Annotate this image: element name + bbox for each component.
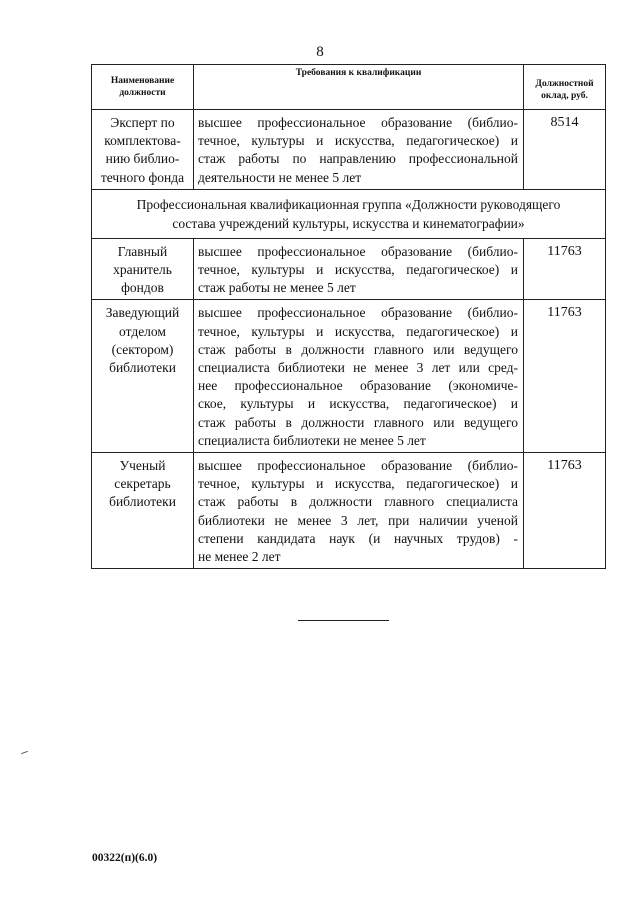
group-row (92, 189, 606, 238)
position-name-line: хранитель (113, 262, 172, 278)
requirement-line: течное, культуры и искусства, педагогическое) и (198, 133, 518, 149)
position-name-line: библиотеки (109, 494, 176, 510)
position-name (92, 300, 194, 453)
requirement-line: высшее профессиональное образование (библио- (198, 115, 518, 130)
position-row (92, 110, 606, 190)
requirement-line: стаж работы в должности главного или ведущего (198, 341, 518, 357)
position-name-line: фондов (121, 280, 164, 296)
separator-line (298, 620, 389, 621)
position-name-line: Главный (117, 243, 168, 259)
requirement-line: стаж работы в должности главного специалиста (198, 494, 518, 510)
requirement-line: течное, культуры и искусства, педагогическое) и (198, 323, 518, 339)
position-name-line: Эксперт по (110, 115, 175, 130)
requirement-line: библиотеки не менее 3 лет, при наличии ученой (198, 512, 518, 528)
requirement-line: высшее профессиональное образование (библио- (198, 243, 518, 259)
salary-value: 11763 (524, 453, 606, 569)
table-body (92, 110, 606, 569)
group-title-line: Профессиональная квалификационная группа «Должности руководящего (136, 196, 561, 212)
position-name (92, 453, 194, 569)
salary-value: 11763 (524, 238, 606, 300)
header-requirements: Требования к квалификации (194, 65, 524, 110)
position-name-line: секретарь (114, 476, 171, 492)
position-name (92, 110, 194, 190)
position-row (92, 453, 606, 569)
salary-value: 11763 (524, 300, 606, 453)
position-name-line: отделом (119, 323, 166, 339)
requirement-line: не менее 2 лет (198, 549, 281, 565)
qualification-requirements (194, 110, 524, 190)
qualification-requirements (194, 238, 524, 300)
requirement-line: нее профессиональное образование (экономиче- (198, 378, 518, 394)
header-position: Наименование должности (92, 65, 194, 110)
requirement-line: высшее профессиональное образование (библио- (198, 305, 518, 321)
position-name (92, 238, 194, 300)
position-name-line: библиотеки (109, 360, 176, 376)
salary-value: 8514 (524, 110, 606, 190)
group-title (92, 189, 606, 238)
requirement-line: специалиста библиотеки не менее 5 лет (198, 432, 426, 448)
position-name-line: (сектором) (111, 341, 174, 357)
requirement-line: ское, культуры и искусства, педагогическое) и (198, 396, 518, 412)
position-row (92, 300, 606, 453)
page-number: 8 (316, 44, 324, 60)
requirement-line: деятельности не менее 5 лет (198, 169, 362, 185)
requirement-line: течное, культуры и искусства, педагогическое) и (198, 476, 518, 492)
requirement-line: стаж работы не менее 5 лет (198, 280, 356, 296)
position-name-line: Ученый (119, 458, 166, 474)
requirement-line: стаж работы по направлению профессиональной (198, 151, 518, 167)
requirement-line: стаж работы в должности главного или ведущего (198, 414, 518, 430)
qualification-table (91, 64, 606, 569)
group-title-line: состава учреждений культуры, искусства и кинематографии» (172, 215, 525, 231)
position-row (92, 238, 606, 300)
document-code: 00322(п)(6.0) (92, 852, 158, 864)
position-name-line: нию библио- (105, 151, 180, 167)
requirement-line: течное, культуры и искусства, педагогическое) и (198, 262, 518, 278)
position-name-line: Заведующий (105, 305, 180, 321)
header-salary: Должностной оклад, руб. (524, 65, 606, 110)
requirement-line: степени кандидата наук (и научных трудов) - (198, 530, 518, 546)
requirement-line: высшее профессиональное образование (библио- (198, 458, 518, 474)
table-header-row (92, 65, 606, 110)
margin-mark (21, 751, 28, 754)
position-name-line: течного фонда (100, 169, 185, 185)
position-name-line: комплектова- (104, 133, 181, 149)
qualification-requirements (194, 300, 524, 453)
requirement-line: специалиста библиотеки не менее 3 лет или сред- (198, 360, 518, 376)
qualification-requirements (194, 453, 524, 569)
